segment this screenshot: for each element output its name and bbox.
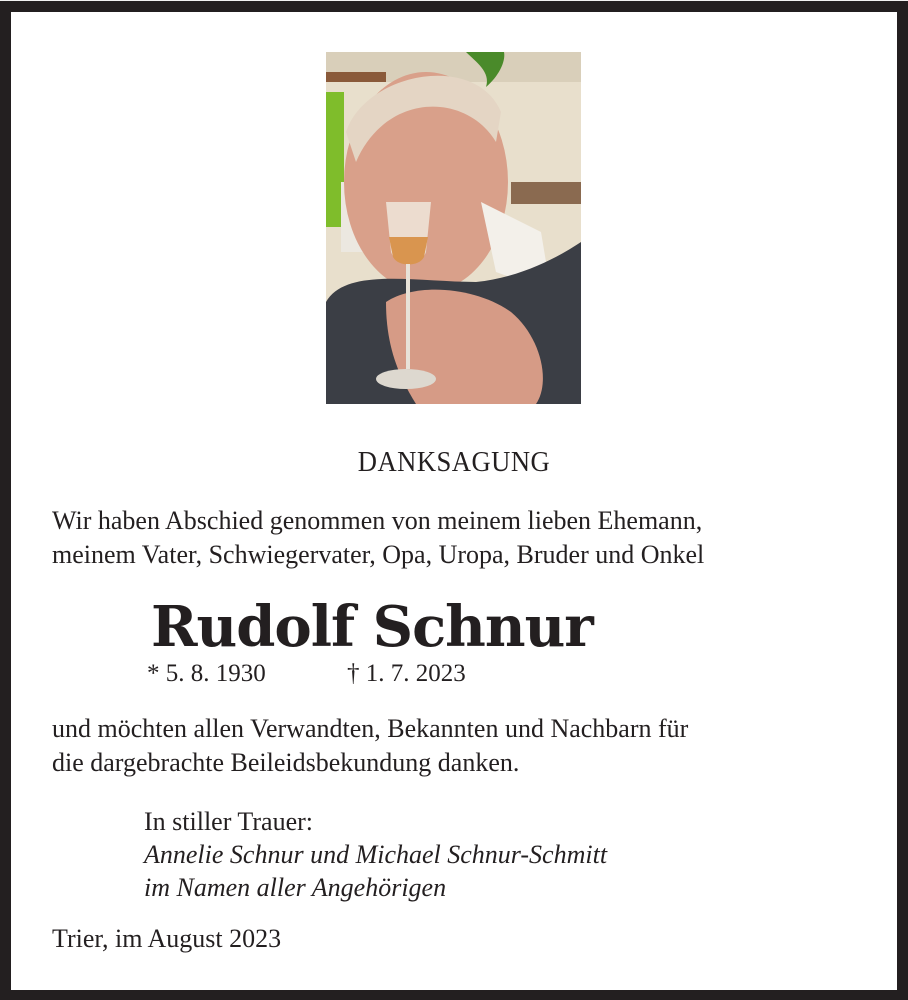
place-date: Trier, im August 2023 xyxy=(52,924,282,953)
thanks-line: die dargebrachte Beileidsbekundung danken. xyxy=(52,748,520,777)
mourner-names: Annelie Schnur und Michael Schnur-Schmitt xyxy=(144,840,608,869)
mourning-block xyxy=(144,805,607,904)
portrait-photo xyxy=(326,52,581,404)
deceased-name: Rudolf Schnur xyxy=(151,594,593,660)
intro-line: meinem Vater, Schwiegervater, Opa, Uropa, Bruder und Onkel xyxy=(52,540,705,569)
birth-date: * 5. 8. 1930 xyxy=(147,660,266,687)
thanks-line: und möchten allen Verwandten, Bekannten und Nachbarn für xyxy=(52,714,689,743)
mourning-label: In stiller Trauer: xyxy=(144,807,313,836)
intro-text xyxy=(52,504,704,572)
heading-danksagung: DANKSAGUNG xyxy=(357,447,551,478)
intro-line: Wir haben Abschied genommen von meinem lieben Ehemann, xyxy=(52,506,703,535)
thanks-text xyxy=(52,712,688,780)
death-date: † 1. 7. 2023 xyxy=(347,660,466,687)
relatives-line: im Namen aller Angehörigen xyxy=(144,873,447,902)
